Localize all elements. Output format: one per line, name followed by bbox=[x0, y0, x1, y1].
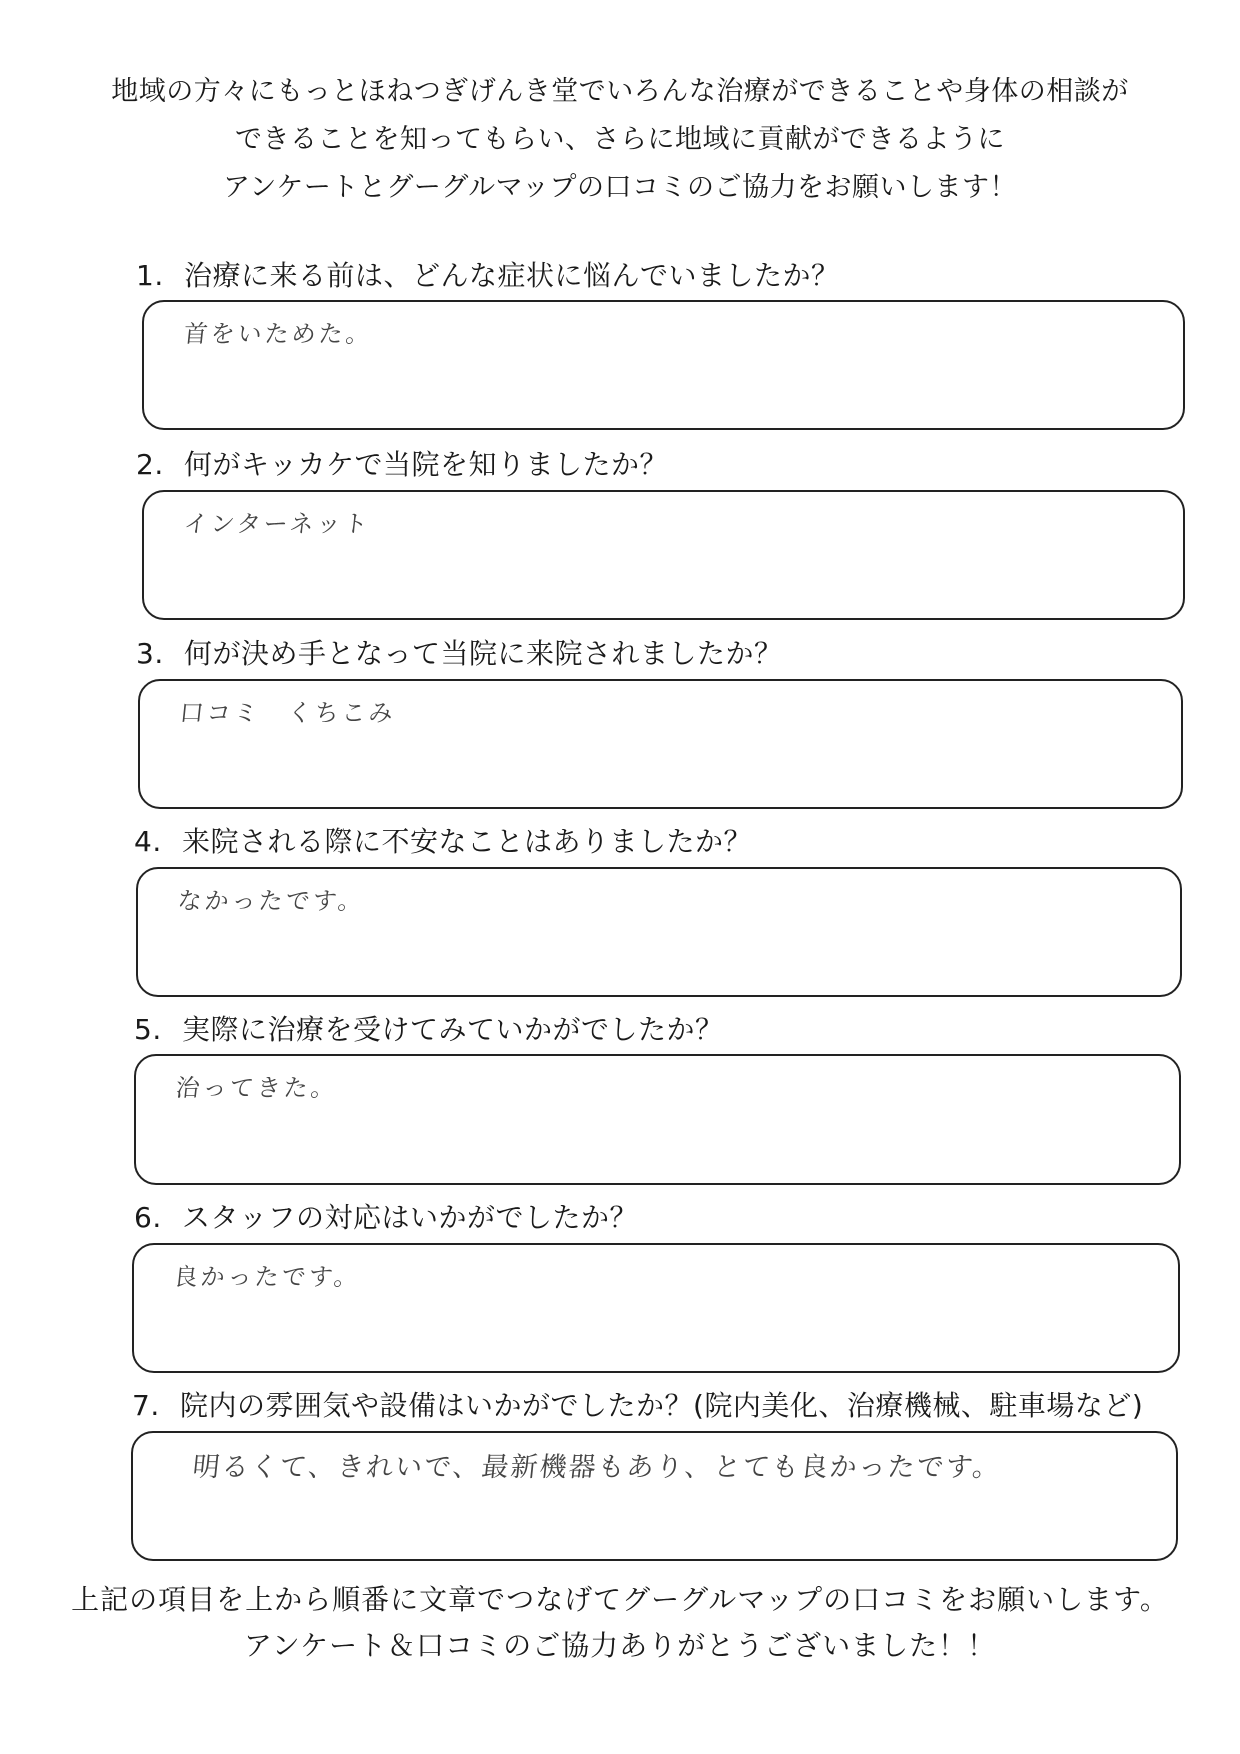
question-number: 7. bbox=[132, 1389, 160, 1422]
answer-box-7[interactable] bbox=[131, 1431, 1178, 1561]
question-3 bbox=[136, 636, 783, 672]
answer-box-3[interactable] bbox=[138, 679, 1183, 809]
intro-line-3: アンケートとグーグルマップの口コミのご協力をお願いします！ bbox=[223, 172, 1017, 203]
answer-text: なかったです。 bbox=[176, 887, 367, 915]
answer-text: 首をいためた。 bbox=[182, 320, 375, 348]
question-number: 6. bbox=[134, 1201, 162, 1234]
answer-text: 治ってきた。 bbox=[174, 1074, 340, 1102]
answer-box-1[interactable] bbox=[142, 300, 1185, 430]
answer-box-4[interactable] bbox=[136, 867, 1182, 997]
outro-line-2: アンケート＆口コミのご協力ありがとうございました！！ bbox=[243, 1629, 997, 1662]
question-text: 来院される際に不安なことはありましたか？ bbox=[182, 825, 753, 858]
question-number: 4. bbox=[134, 825, 162, 858]
answer-box-2[interactable] bbox=[142, 490, 1185, 620]
question-number: 2. bbox=[136, 448, 164, 481]
intro-line-2: できることを知ってもらい、さらに地域に貢献ができるように bbox=[235, 124, 1005, 155]
answer-text: 口コミ くちこみ bbox=[178, 699, 398, 727]
question-6 bbox=[134, 1200, 638, 1236]
question-text: 実際に治療を受けてみていかがでしたか？ bbox=[182, 1013, 724, 1046]
answer-text: インターネット bbox=[182, 510, 373, 538]
question-text: 院内の雰囲気や設備はいかがでしたか？(院内美化、治療機械、駐車場など) bbox=[180, 1389, 1144, 1422]
question-text: 治療に来る前は、どんな症状に悩んでいましたか？ bbox=[184, 259, 840, 292]
answer-box-5[interactable] bbox=[134, 1054, 1181, 1185]
question-5 bbox=[134, 1012, 724, 1048]
question-1 bbox=[136, 258, 840, 294]
question-number: 3. bbox=[136, 637, 164, 670]
outro-line-1: 上記の項目を上から順番に文章でつなげてグーグルマップの口コミをお願いします。 bbox=[71, 1583, 1169, 1616]
question-number: 1. bbox=[136, 259, 164, 292]
question-text: スタッフの対応はいかがでしたか？ bbox=[182, 1201, 639, 1234]
question-4 bbox=[134, 824, 752, 860]
question-number: 5. bbox=[134, 1013, 162, 1046]
intro-text bbox=[0, 68, 1240, 212]
question-2 bbox=[136, 447, 668, 483]
question-7 bbox=[132, 1388, 1143, 1424]
question-text: 何が決め手となって当院に来院されましたか？ bbox=[184, 637, 783, 670]
answer-text: 良かったです。 bbox=[172, 1263, 363, 1291]
question-text: 何がキッカケで当院を知りましたか？ bbox=[184, 448, 668, 481]
answer-box-6[interactable] bbox=[132, 1243, 1180, 1373]
answer-text: 明るくて、きれいで、最新機器もあり、とても良かったです。 bbox=[191, 1452, 1004, 1483]
intro-line-1: 地域の方々にもっとほねつぎげんき堂でいろんな治療ができることや身体の相談が bbox=[111, 76, 1129, 107]
